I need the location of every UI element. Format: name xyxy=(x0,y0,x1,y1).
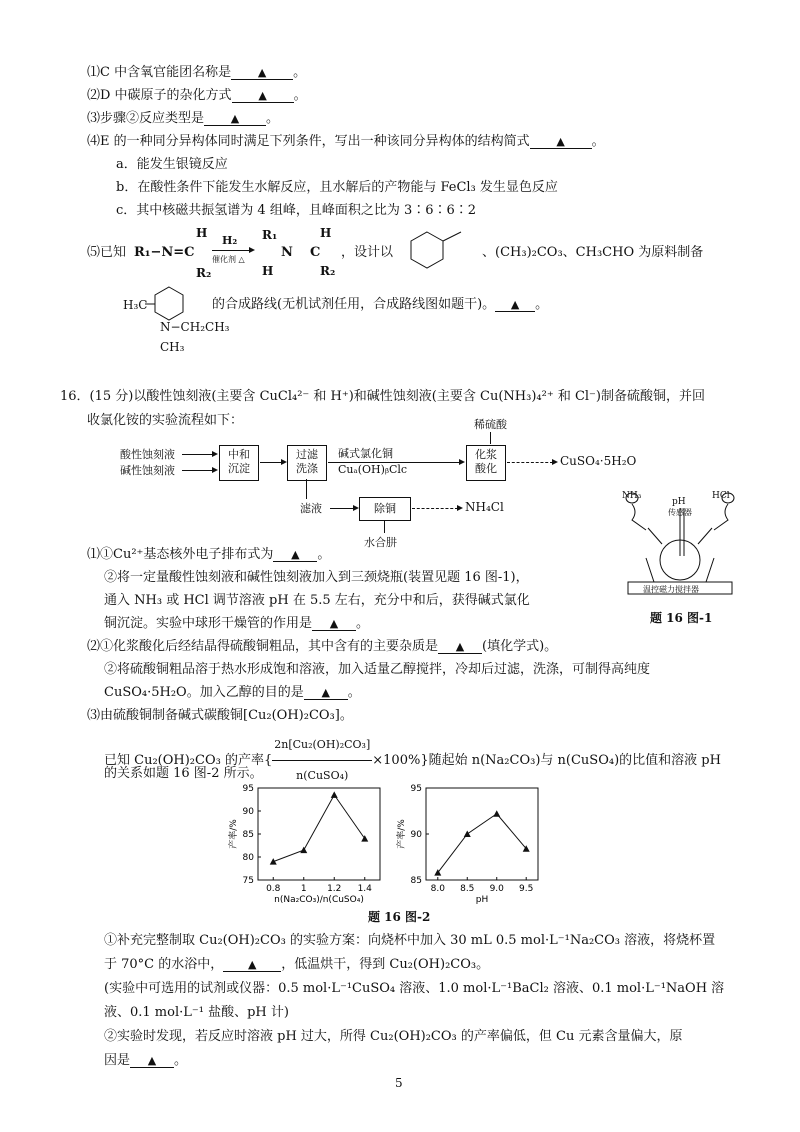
data-point xyxy=(361,835,368,842)
x-axis-label: pH xyxy=(475,895,489,905)
x-axis-label: n(Na₂CO₃)/n(CuSO₄) xyxy=(274,895,364,905)
figure-2-caption: 题 16 图-2 xyxy=(368,910,431,924)
q16-3-9: 因是 ▲ 。 xyxy=(104,1053,188,1068)
q16-2-2: ②将硫酸铜粗品溶于热水形成饱和溶液，加入适量乙醇搅拌，冷却后过滤，洗涤，可制得高纯度 xyxy=(104,662,651,677)
flow-dilute-acid: 稀硫酸 xyxy=(474,418,507,431)
y-tick-label: 95 xyxy=(242,784,254,794)
q16-3-3: 的关系如题 16 图-2 所示。 xyxy=(104,766,263,781)
q16-heading-cont: 收氯化铵的实验流程如下： xyxy=(87,413,244,428)
arrowhead xyxy=(249,247,255,253)
q15-condition-b: b．在酸性条件下能发生水解反应，且水解后的产物能与 FeCl₃ 发生显色反应 xyxy=(116,180,558,195)
q15-part3: ⑶步骤②反应类型是 ▲ 。 xyxy=(87,111,280,126)
q16-3-6: (实验中可选用的试剂或仪器：0.5 mol·L⁻¹CuSO₄ 溶液、1.0 mol·L⁻¹BaCl₂ 溶液、0.1 mol·L⁻¹NaOH 溶 xyxy=(104,981,725,996)
chart-ph-yield xyxy=(392,780,552,910)
data-point xyxy=(300,847,307,854)
flow-hydrazine: 水合肼 xyxy=(364,536,397,549)
q16-1-1: ⑴①Cu²⁺基态核外电子排布式为 ▲ 。 xyxy=(87,547,331,562)
data-point xyxy=(331,791,338,798)
y-axis-label: 产率/% xyxy=(229,819,239,849)
x-tick-label: 8.0 xyxy=(430,884,445,894)
n-atom: N xyxy=(281,245,293,260)
y-axis-label: 产率/% xyxy=(397,819,407,849)
h-atom: H xyxy=(320,226,332,240)
q16-1-4: 铜沉淀。实验中球形干燥管的作用是 ▲ 。 xyxy=(104,616,370,631)
figure-1-caption: 题 16 图-1 xyxy=(650,611,713,625)
y-tick-label: 75 xyxy=(242,876,254,886)
reactant-formula: R₁−N=C xyxy=(134,245,195,260)
q15-part5-post: 、(CH₃)₂CO₃、CH₃CHO 为原料制备 xyxy=(482,245,704,260)
y-tick-label: 80 xyxy=(242,853,254,863)
answer-blank[interactable]: ▲ xyxy=(273,549,317,562)
q15-part1: ⑴C 中含氧官能团名称是 ▲ 。 xyxy=(87,65,307,80)
flow-formula: Cuₐ(OH)ᵦClc xyxy=(338,463,408,476)
answer-blank[interactable]: ▲ xyxy=(232,90,294,103)
x-tick-label: 9.0 xyxy=(489,884,504,894)
q16-1-2: ②将一定量酸性蚀刻液和碱性蚀刻液加入到三颈烧瓶(装置见题 16 图-1)， xyxy=(104,570,529,585)
answer-blank[interactable]: ▲ xyxy=(223,959,281,972)
x-tick-label: 1.4 xyxy=(357,884,372,894)
flow-filtrate: 滤液 xyxy=(300,502,322,515)
q16-3-5: 于 70°C 的水浴中， ▲ ，低温烘干，得到 Cu₂(OH)₂CO₃。 xyxy=(104,957,490,972)
toluene-structure xyxy=(405,228,475,272)
h-atom: H xyxy=(196,226,208,240)
q16-2-3: CuSO₄·5H₂O。加入乙醇的目的是 ▲ 。 xyxy=(104,685,361,700)
answer-blank[interactable]: ▲ xyxy=(438,641,482,654)
answer-blank[interactable]: ▲ xyxy=(495,299,535,312)
x-tick-label: 0.8 xyxy=(266,884,281,894)
y-tick-label: 85 xyxy=(410,876,422,886)
q16-3-7: 液、0.1 mol·L⁻¹ 盐酸、pH 计) xyxy=(104,1005,289,1020)
flow-input-base: 碱性蚀刻液 xyxy=(120,464,175,477)
flow-box-acidify: 化浆 酸化 xyxy=(466,445,506,481)
chart-ratio-yield xyxy=(222,780,392,910)
answer-blank[interactable]: ▲ xyxy=(304,687,348,700)
y-tick-label: 85 xyxy=(242,830,254,840)
c-atom: C xyxy=(310,245,321,260)
apparatus-stirrer: 温控磁力搅拌器 xyxy=(643,585,699,594)
x-tick-label: 9.5 xyxy=(519,884,534,894)
q16-heading: 16．(15 分)以酸性蚀刻液(主要含 CuCl₄²⁻ 和 H⁺)和碱性蚀刻液(主要含 Cu(NH₃)₄²⁺ 和 Cl⁻)制备硫酸铜，并回 xyxy=(60,389,705,404)
n-methyl-label: CH₃ xyxy=(160,340,185,354)
flow-box-neutralize: 中和 沉淀 xyxy=(219,445,259,481)
q15-part2: ⑵D 中碳原子的杂化方式 ▲ 。 xyxy=(87,88,307,103)
apparatus-nh3: NH₃ xyxy=(622,491,642,501)
q16-1-3: 通入 NH₃ 或 HCl 调节溶液 pH 在 5.5 左右，充分中和后，获得碱式氯化 xyxy=(104,593,530,608)
x-tick-label: 1 xyxy=(300,884,307,894)
series-line xyxy=(273,795,365,862)
amine-label: N−CH₂CH₃ xyxy=(160,320,230,334)
methyl-label: H₃C xyxy=(123,298,148,312)
q15-part5-mid: ，设计以 xyxy=(341,245,394,260)
data-point xyxy=(464,831,471,838)
q16-2-1: ⑵①化浆酸化后经结晶得硫酸铜粗品，其中含有的主要杂质是 ▲ (填化学式)。 xyxy=(87,639,558,654)
yield-fraction: $\frac{\text{2n[Cu₂(OH)₂CO₃]}}{\text{n(CuSO₄)}}$ xyxy=(272,730,372,791)
answer-blank[interactable]: ▲ xyxy=(204,113,266,126)
series-line xyxy=(438,814,526,873)
flow-input-acid: 酸性蚀刻液 xyxy=(120,448,175,461)
q15-part4: ⑷E 的一种同分异构体同时满足下列条件，写出一种该同分异构体的结构简式 ▲ 。 xyxy=(87,134,605,149)
flow-product: CuSO₄·5H₂O xyxy=(560,454,637,468)
answer-blank[interactable]: ▲ xyxy=(312,618,356,631)
data-point xyxy=(270,858,277,865)
flow-box-remove-copper: 除铜 xyxy=(359,497,411,521)
flow-basic-copper-chloride: 碱式氯化铜 xyxy=(338,447,393,460)
q15-condition-c: c．其中核磁共振氢谱为 4 组峰，且峰面积之比为 3∶6∶6∶2 xyxy=(116,203,477,218)
reagent-catalyst: 催化剂 △ xyxy=(212,255,245,264)
q16-3-2: 已知 Cu₂(OH)₂CO₃ 的产率{ $\frac{\text{2n[Cu₂(OH)₂CO₃]}}{\text{n(CuSO₄)}}$ ×100%}随起始 n(Na₂CO₃)与 n(CuSO₄)的比值和溶液 pH xyxy=(104,730,721,791)
r1-group: R₁ xyxy=(262,228,278,242)
q16-3-8: ②实验时发现，若反应时溶液 pH 过大，所得 Cu₂(OH)₂CO₃ 的产率偏低，但 Cu 元素含量偏大，原 xyxy=(104,1029,683,1044)
q15-part5-end: 的合成路线(无机试剂任用，合成路线图如题干)。 ▲ 。 xyxy=(212,297,549,312)
apparatus-hcl: HCl xyxy=(712,491,730,501)
flow-box-filter: 过滤 洗涤 xyxy=(287,445,327,481)
x-tick-label: 1.2 xyxy=(327,884,342,894)
r2-group: R₂ xyxy=(320,264,336,278)
y-tick-label: 95 xyxy=(410,784,422,794)
y-tick-label: 90 xyxy=(242,807,254,817)
answer-blank[interactable]: ▲ xyxy=(530,136,592,149)
q15-condition-a: a．能发生银镜反应 xyxy=(116,157,228,172)
data-point xyxy=(493,810,500,817)
q16-3-1: ⑶由硫酸铜制备碱式碳酸铜[Cu₂(OH)₂CO₃]。 xyxy=(87,708,353,723)
r2-group: R₂ xyxy=(196,266,212,280)
y-tick-label: 90 xyxy=(410,830,422,840)
x-tick-label: 8.5 xyxy=(460,884,475,894)
answer-blank[interactable]: ▲ xyxy=(231,67,293,80)
q15-part5-label: ⑸已知 xyxy=(87,245,127,260)
answer-blank[interactable]: ▲ xyxy=(130,1055,174,1068)
q16-3-4: ①补充完整制取 Cu₂(OH)₂CO₃ 的实验方案：向烧杯中加入 30 mL 0.5 mol·L⁻¹Na₂CO₃ 溶液，将烧杯置 xyxy=(104,933,716,948)
h-atom: H xyxy=(262,264,274,278)
flow-nh4cl: NH₄Cl xyxy=(465,500,504,514)
apparatus-ph: pH xyxy=(672,497,686,507)
page-number: 5 xyxy=(395,1076,403,1090)
reagent-h2: H₂ xyxy=(222,234,238,247)
apparatus-sensor: 传感器 xyxy=(668,508,692,517)
